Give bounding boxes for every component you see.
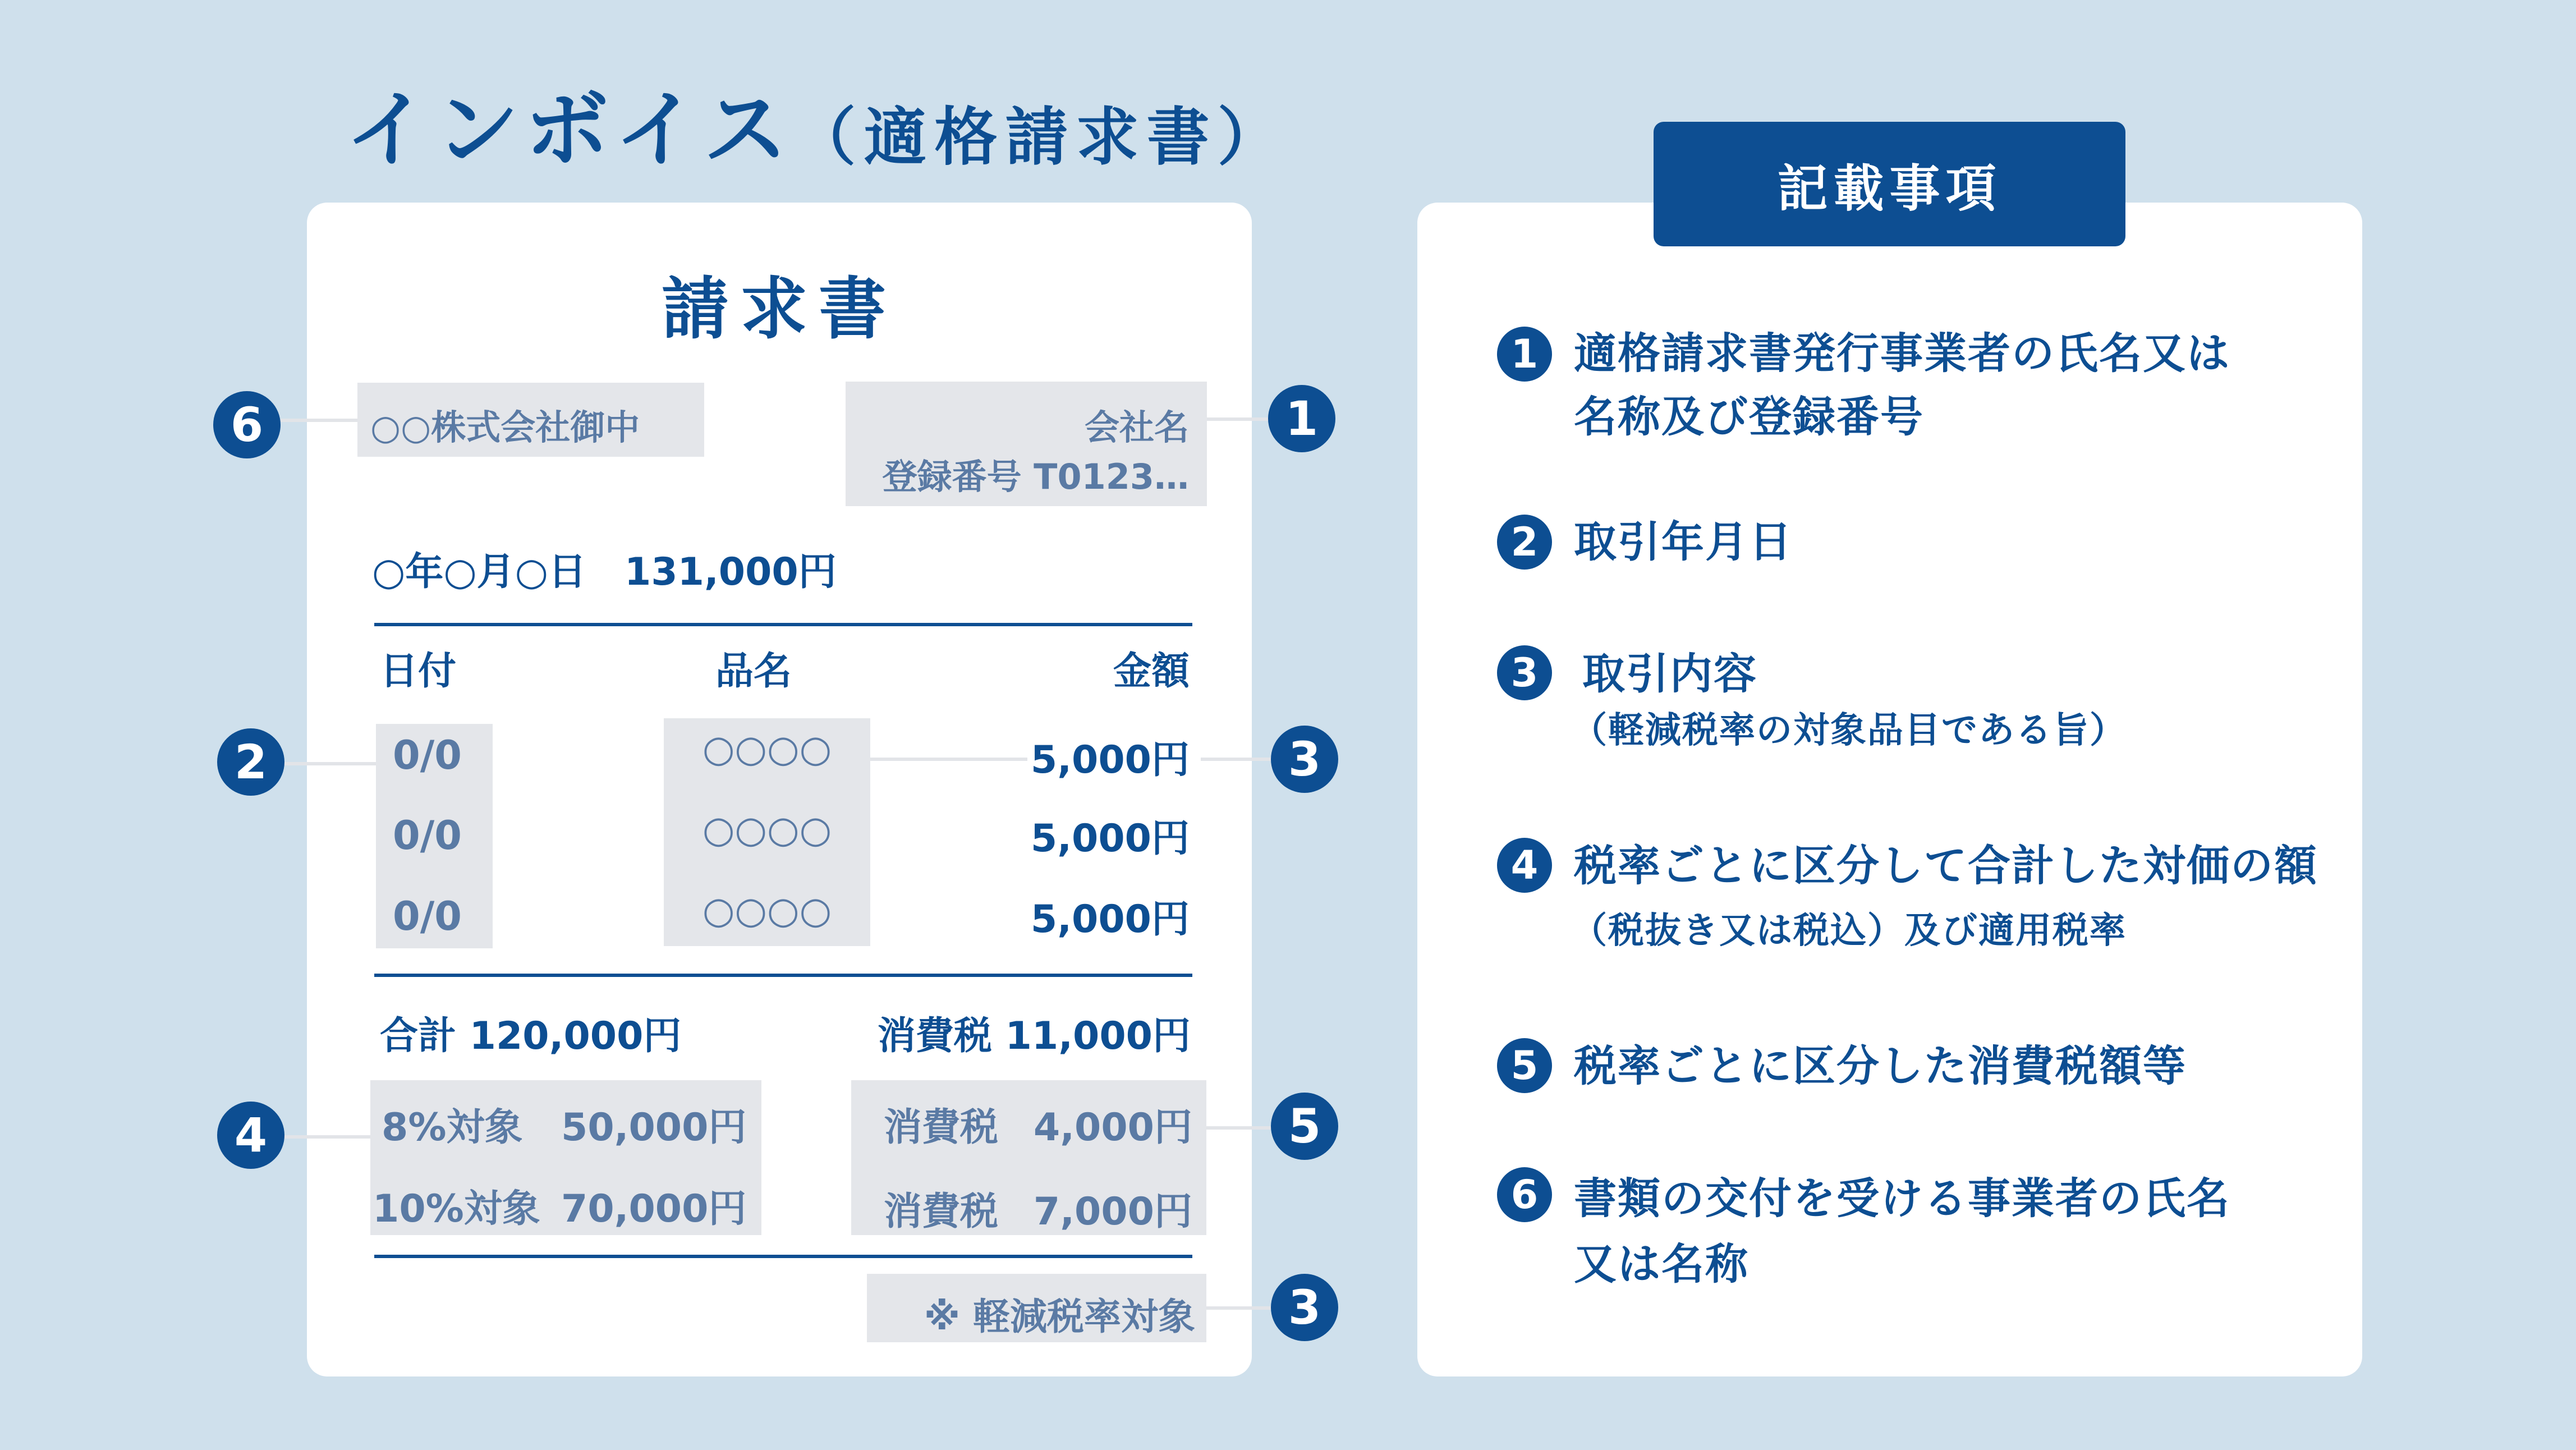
marker-1: 1 — [1268, 385, 1335, 452]
item-2-line-1: 取引年月日 — [1574, 517, 1793, 567]
row-1-amount: 5,000円 — [1030, 738, 1190, 782]
item-5-badge: 5 — [1497, 1038, 1552, 1093]
invoice-date-total: ○年○月○日 131,000円 — [372, 550, 837, 594]
leader-line-6 — [281, 419, 357, 422]
leader-line-4 — [281, 1135, 370, 1139]
item-3-line-2: （軽減税率の対象品目である旨） — [1571, 710, 2127, 751]
row-3-amount: 5,000円 — [1030, 897, 1190, 942]
table-mid-rule — [374, 974, 1192, 977]
column-header-item: 品名 — [715, 649, 792, 694]
required-items-header: 記載事項 — [1654, 122, 2125, 246]
page-title-main: インボイス — [345, 81, 793, 179]
tax-amount-2: 7,000円 — [1033, 1190, 1192, 1234]
item-5-line-1: 税率ごとに区分した消費税額等 — [1574, 1041, 2187, 1091]
item-6-line-2: 又は名称 — [1574, 1239, 1749, 1289]
column-header-amount: 金額 — [1113, 649, 1190, 694]
row-2-date: 0/0 — [393, 813, 462, 859]
item-6-line-1: 書類の交付を受ける事業者の氏名 — [1574, 1173, 2230, 1223]
column-header-date: 日付 — [380, 649, 457, 694]
rate-8-label: 8%対象 — [382, 1105, 523, 1150]
item-1-line-1: 適格請求書発行事業者の氏名又は — [1574, 328, 2230, 378]
leader-line-3a — [870, 758, 1027, 761]
table-top-rule — [374, 623, 1192, 626]
leader-line-3a-right — [1201, 758, 1274, 761]
item-4-line-1: 税率ごとに区分して合計した対価の額 — [1574, 841, 2318, 891]
row-3-date: 0/0 — [393, 893, 462, 939]
item-3-line-1: 取引内容 — [1582, 649, 1757, 699]
leader-line-2 — [281, 762, 376, 765]
item-3-badge: 3 — [1497, 645, 1552, 700]
tax-amount-1: 4,000円 — [1033, 1105, 1192, 1150]
item-4-line-2: （税抜き又は税込）及び適用税率 — [1571, 910, 2127, 952]
marker-6: 6 — [213, 391, 281, 458]
page-title — [345, 62, 1288, 183]
leader-line-3b — [1206, 1306, 1274, 1310]
row-2-amount: 5,000円 — [1030, 816, 1190, 861]
item-1-badge: 1 — [1497, 327, 1552, 382]
row-3-item: ○○○○ — [702, 889, 832, 932]
item-6-badge: 6 — [1497, 1167, 1552, 1222]
invoice-heading: 請求書 — [662, 270, 897, 348]
tax-label-2: 消費税 — [884, 1190, 999, 1234]
rate-10-label: 10%対象 — [373, 1187, 540, 1231]
row-1-date: 0/0 — [393, 732, 462, 778]
rate-8-amount: 50,000円 — [561, 1105, 747, 1150]
marker-2: 2 — [217, 728, 284, 796]
leader-line-1 — [1207, 417, 1269, 421]
item-4-badge: 4 — [1497, 838, 1552, 893]
marker-3b: 3 — [1271, 1274, 1338, 1341]
subtotal: 合計 120,000円 — [380, 1014, 682, 1058]
item-2-badge: 2 — [1497, 515, 1552, 570]
marker-5: 5 — [1271, 1093, 1338, 1160]
rate-10-amount: 70,000円 — [561, 1187, 747, 1231]
tax-total: 消費税 11,000円 — [877, 1014, 1191, 1058]
leader-line-5 — [1206, 1126, 1274, 1130]
row-1-item: ○○○○ — [702, 727, 832, 770]
row-2-item: ○○○○ — [702, 808, 832, 851]
table-bottom-rule — [374, 1255, 1192, 1258]
marker-4: 4 — [217, 1102, 284, 1169]
item-1-line-2: 名称及び登録番号 — [1574, 392, 1924, 442]
reduced-rate-note: ※ 軽減税率対象 — [924, 1295, 1195, 1338]
issuer-registration-number: 登録番号 T0123… — [882, 456, 1189, 497]
recipient-text: ○○株式会社御中 — [370, 407, 640, 448]
marker-3a: 3 — [1271, 726, 1338, 793]
tax-label-1: 消費税 — [884, 1105, 999, 1150]
issuer-company-name: 会社名 — [1084, 407, 1189, 448]
page-title-sub: （適格請求書） — [793, 101, 1288, 174]
